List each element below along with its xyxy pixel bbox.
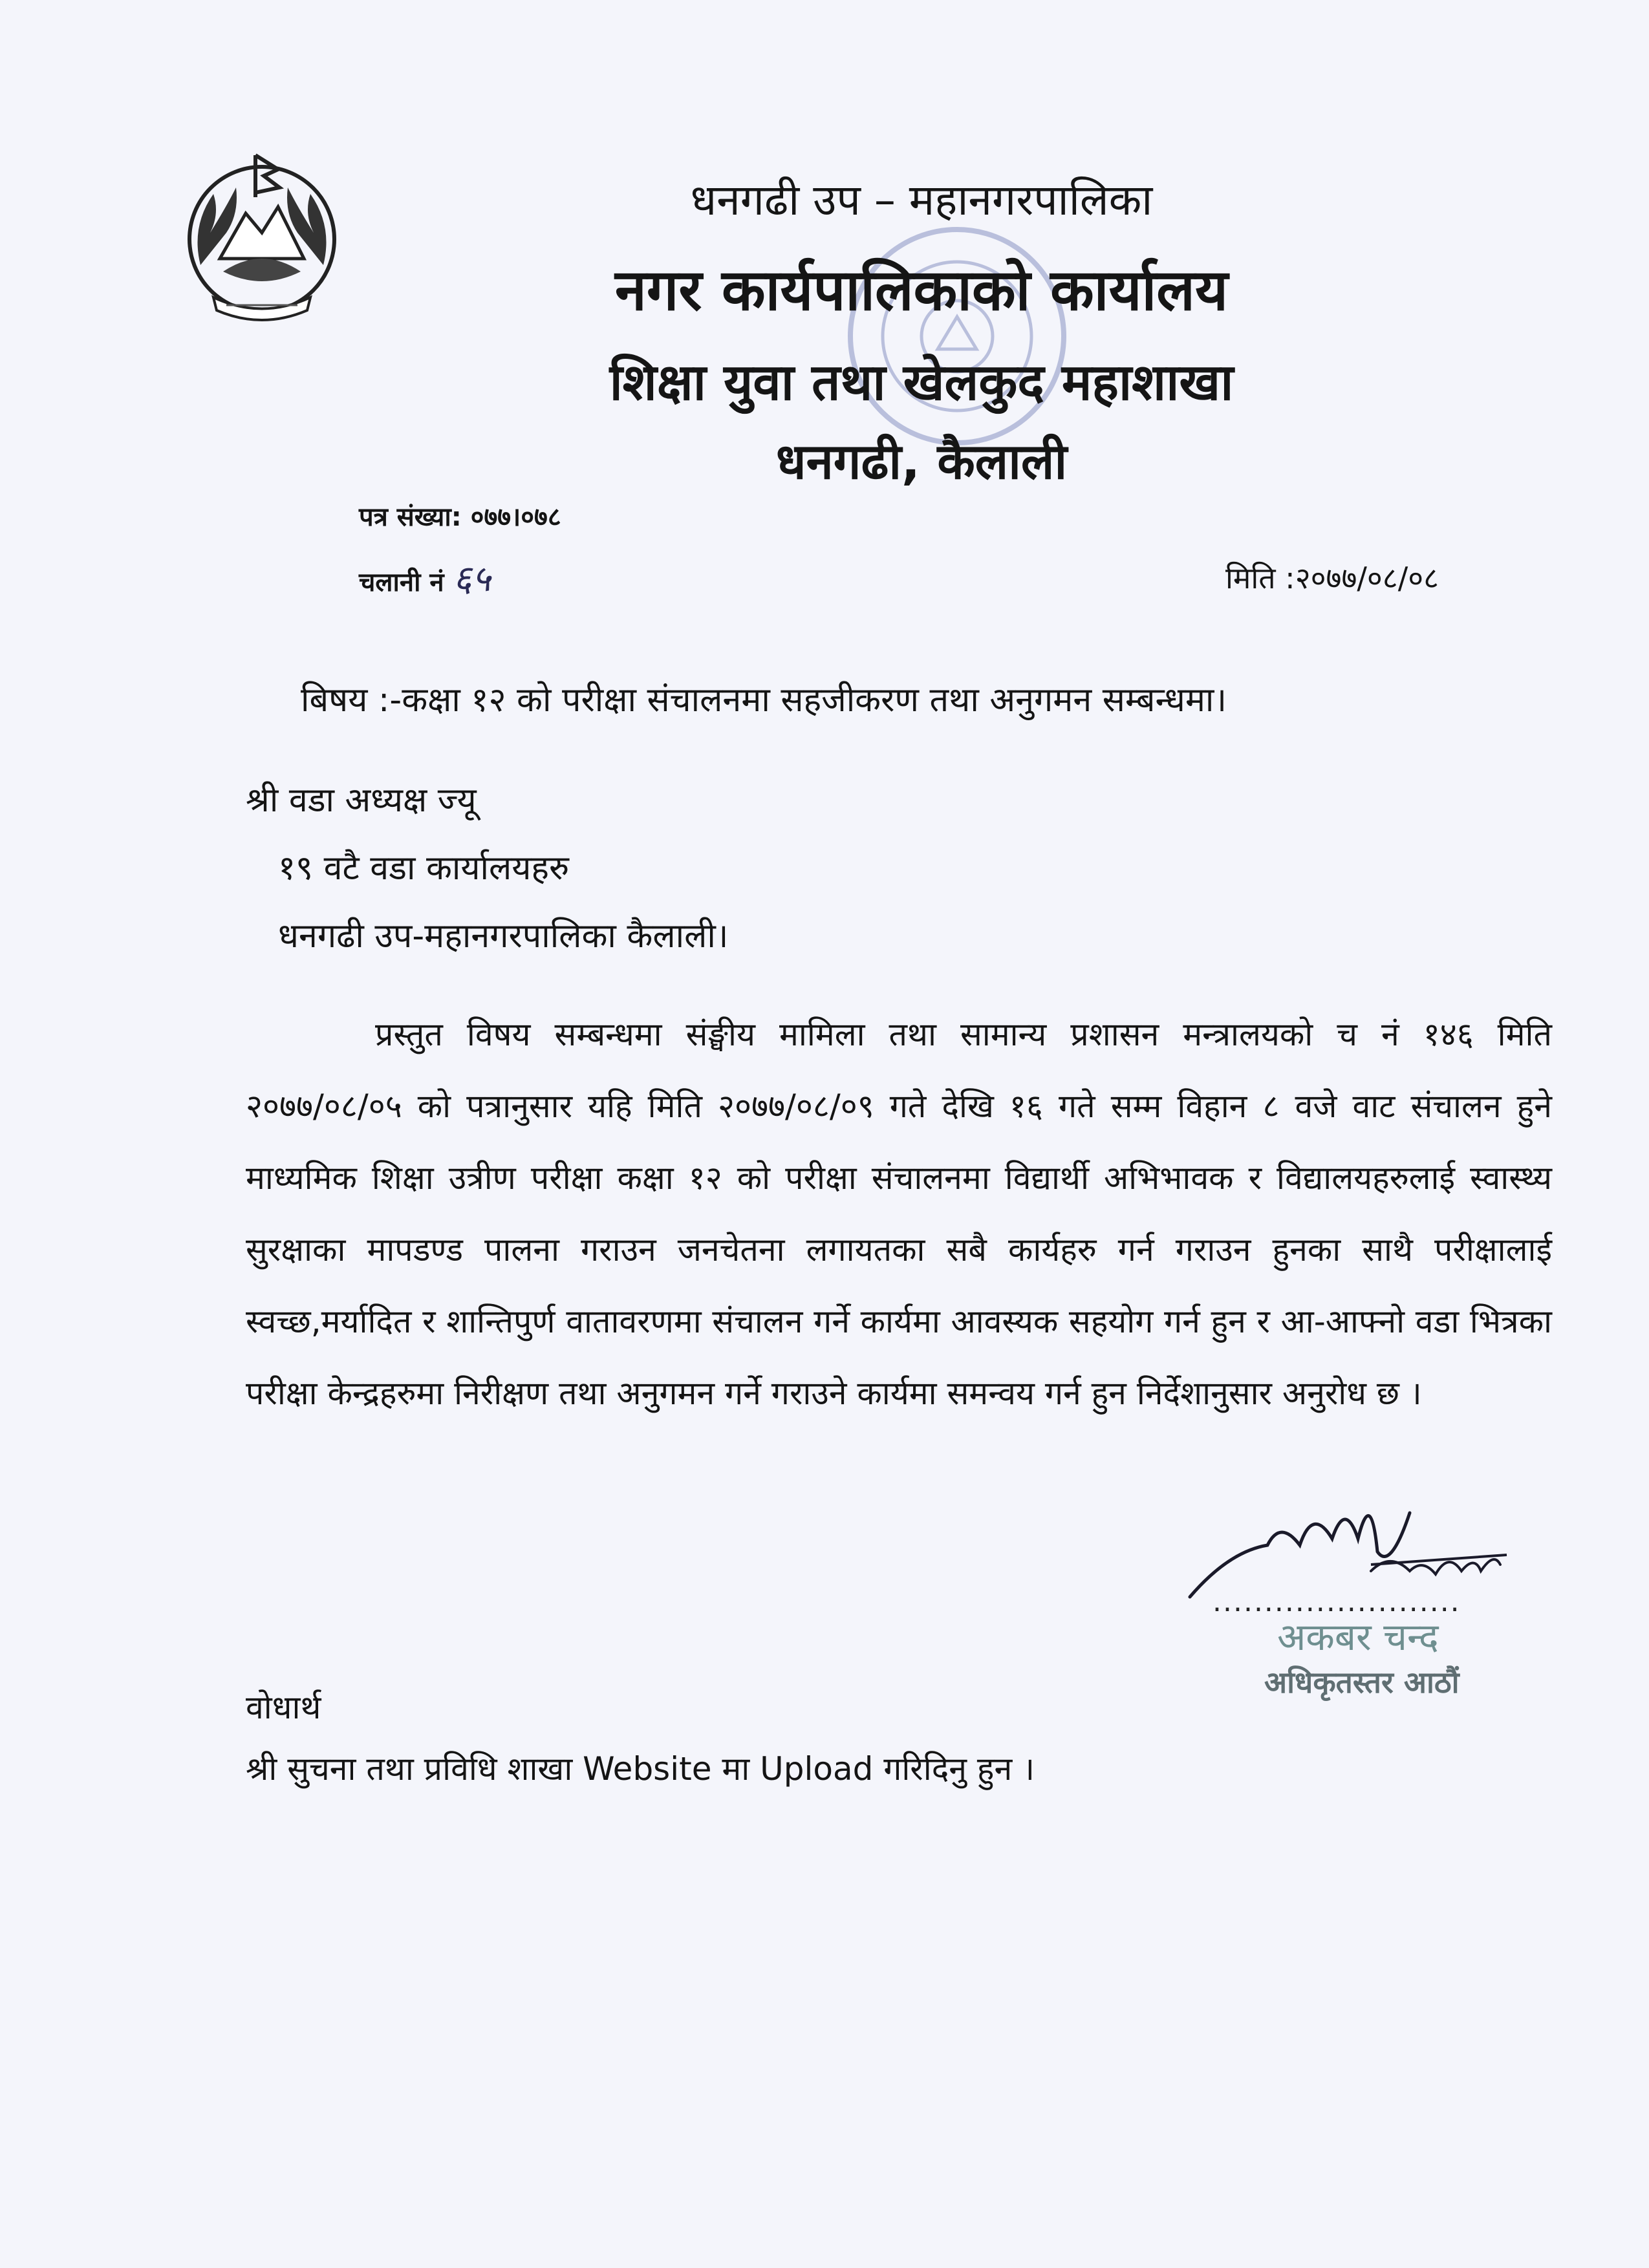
addressee-line-1: श्री वडा अध्यक्ष ज्यू [246,781,477,820]
division-name: शिक्षा युवा तथा खेलकुद महाशाखा [609,354,1234,412]
cc-label: वोधार्थ [246,1689,321,1726]
signature-dots: ........................ [1212,1585,1461,1618]
dispatch-number-value: ६५ [453,558,491,600]
letter-number-value: ०७७।०७८ [470,502,561,532]
cc-line: श्री सुचना तथा प्रविधि शाखा Website मा Upload गरिदिनु हुन । [246,1750,1035,1788]
signatory-title: अधिकृतस्तर आठौं [1264,1665,1460,1700]
letter-number-label: पत्र संख्या: [359,502,462,532]
municipality-name: धनगढी उप – महानगरपालिका [690,175,1153,225]
dispatch-number [359,553,491,602]
addressee-line-2: १९ वटै वडा कार्यालयहरु [278,849,570,888]
letter-date-label: मिति : [1225,561,1295,595]
signatory-name: अकबर चन्द [1277,1615,1439,1659]
letter-number [359,498,561,533]
letter-date-value: २०७७/०८/०८ [1295,561,1439,595]
office-name: नगर कार्यपालिकाको कार्यालय [615,257,1228,323]
office-address: धनगढी, कैलाली [775,433,1068,490]
dispatch-number-label: चलानी नं [359,568,444,597]
letter-date [1225,557,1439,597]
letter-subject: बिषय :-कक्षा १२ को परीक्षा संचालनमा सहजीकरण तथा अनुगमन सम्बन्धमा। [301,681,1227,720]
letter-body: प्रस्तुत विषय सम्बन्धमा संङ्घीय मामिला तथा सामान्य प्रशासन मन्त्रालयको च नं १४६ मिति २०७७/०८/०५ को पत्रानुसार यहि मिति २०७७/०८/०९ गते देखि १६ गते सम्म विहान ८ वजे वाट संचालन हुने माध्यमिक शिक्षा उत्रीण परीक्षा कक्षा १२ को परीक्षा संचालनमा विद्यार्थी अभिभावक र विद्यालयहरुलाई स्वास्थ्य सुरक्षाका मापडण्ड पालना गराउन जनचेतना लगायतका सबै कार्यहरु गर्न गराउन हुनका साथै परीक्षालाई स्वच्छ,मर्यादित र शान्तिपुर्ण वातावरणमा संचालन गर्ने कार्यमा आवस्यक सहयोग गर्न हुन र आ-आफ्नो वडा भित्रका परीक्षा केन्द्रहरुमा निरीक्षण तथा अनुगमन गर्ने गराउने कार्यमा समन्वय गर्न हुन निर्देशानुसार अनुरोध छ । [246,1016,1552,1412]
addressee-line-3: धनगढी उप-महानगरपालिका कैलाली। [278,917,729,956]
